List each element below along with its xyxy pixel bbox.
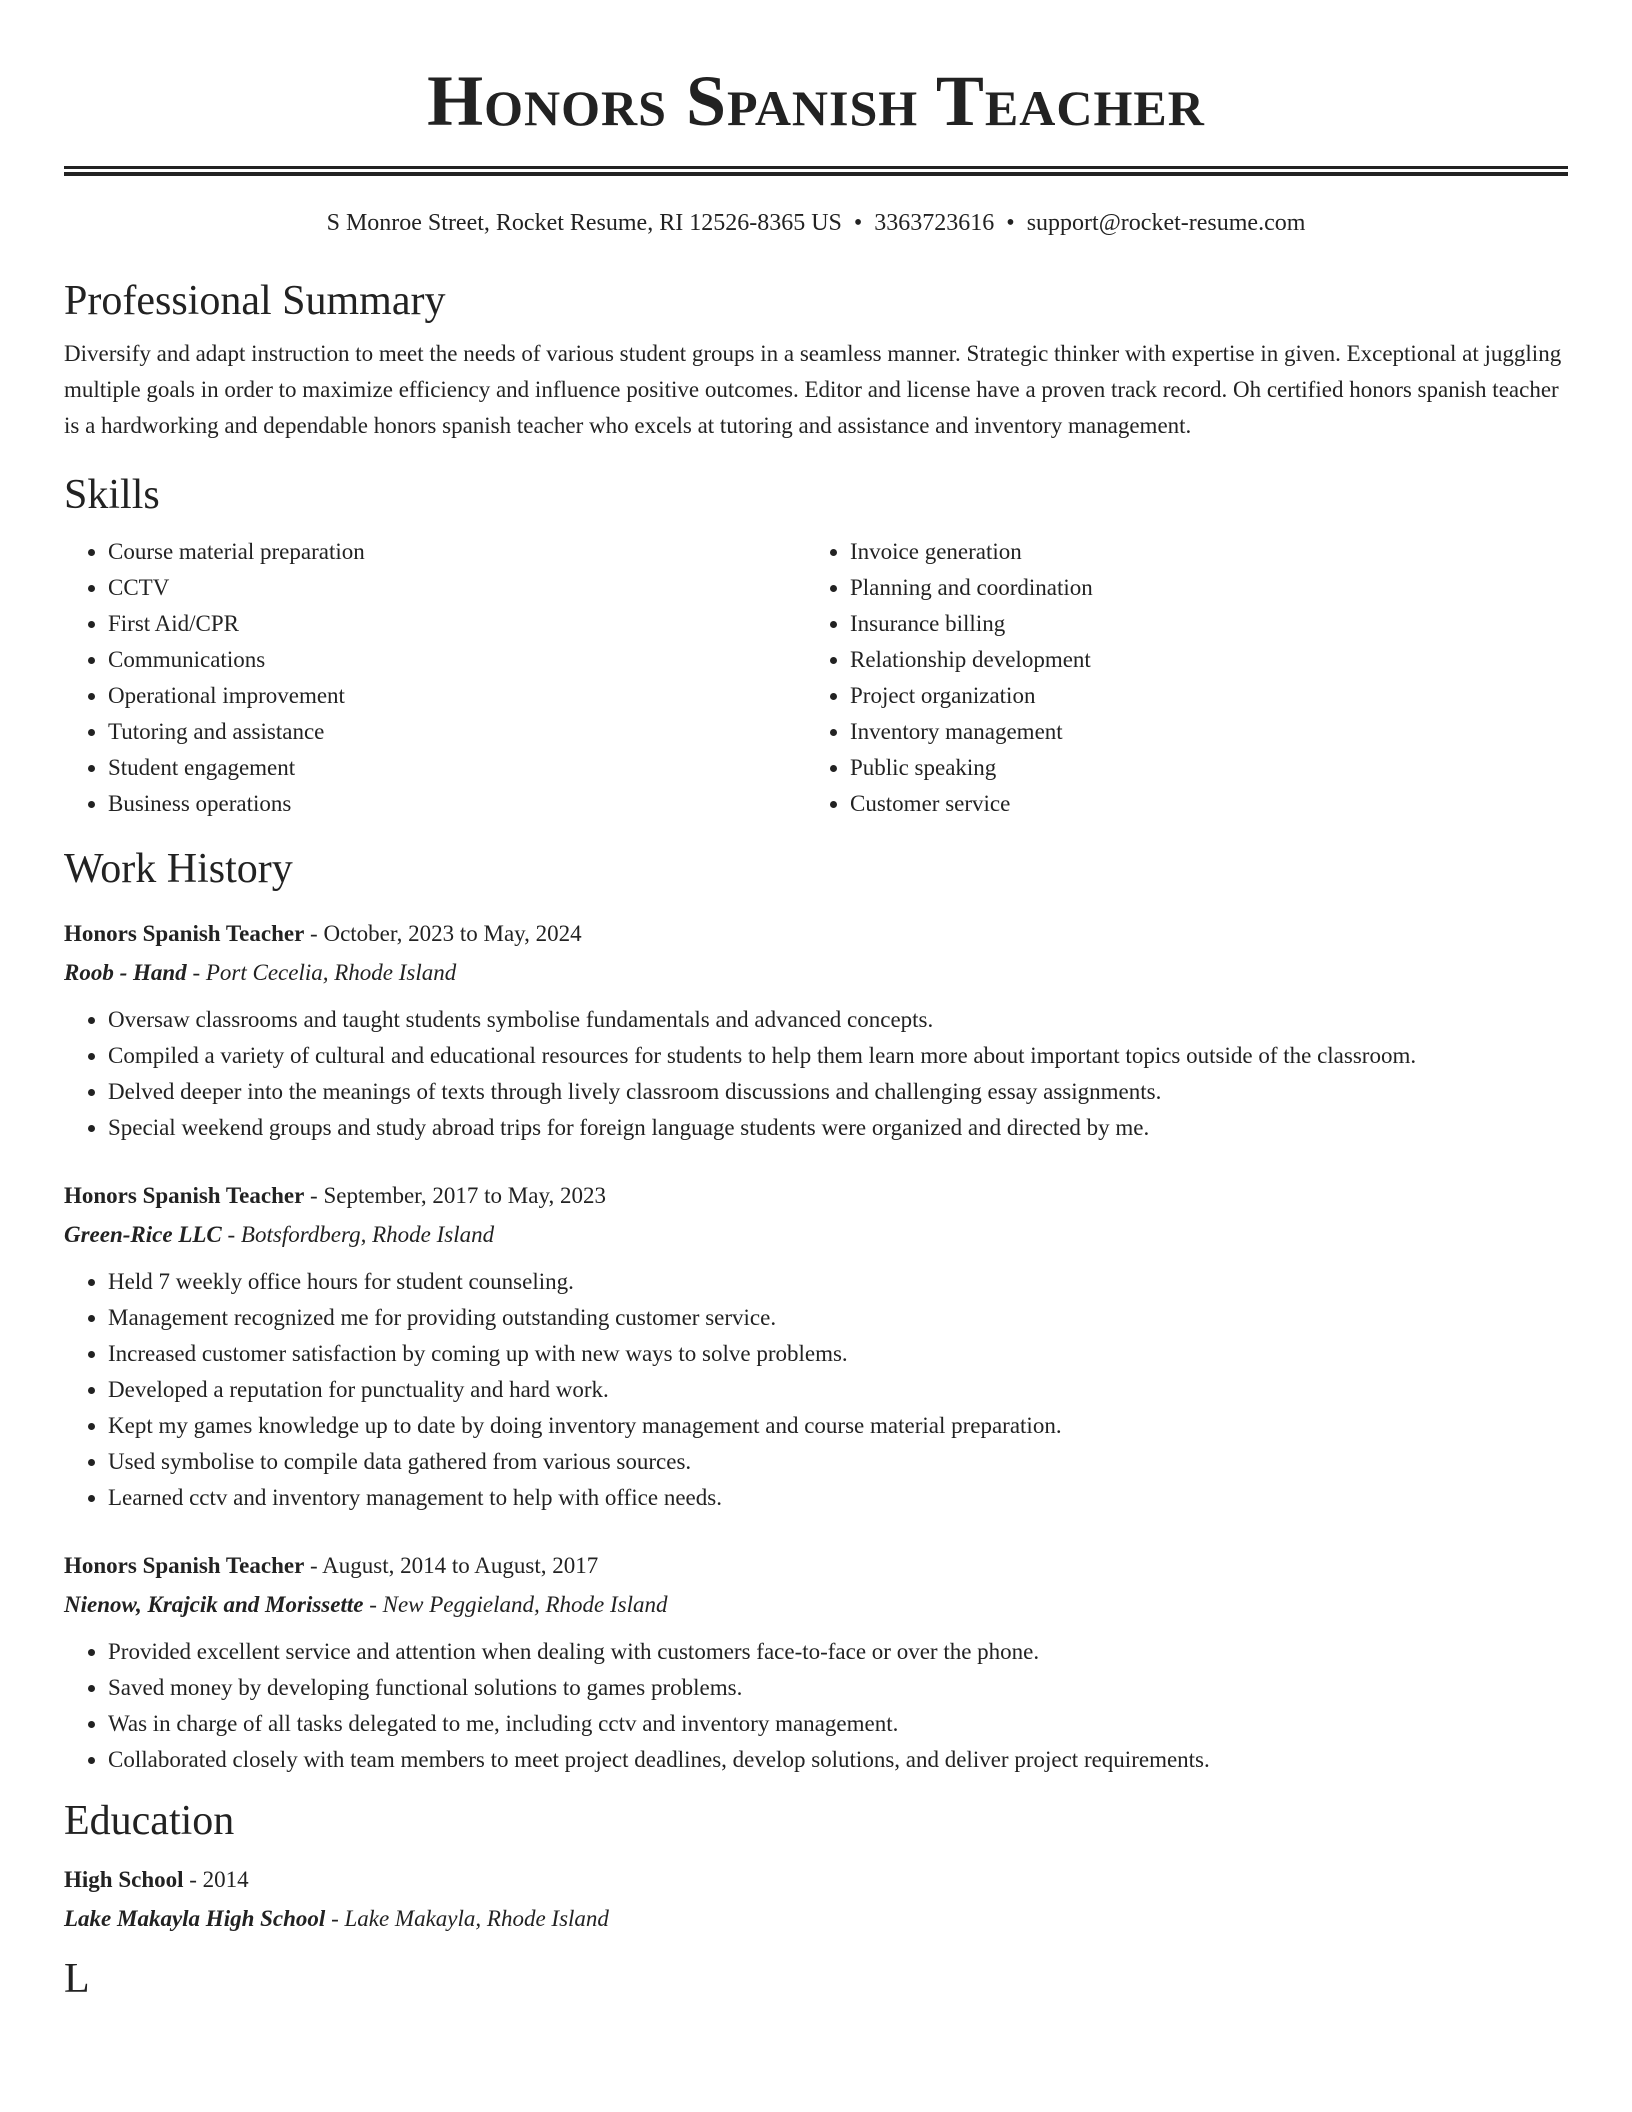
job-company: Nienow, Krajcik and Morissette <box>64 1592 364 1617</box>
education-school: Lake Makayla High School <box>64 1906 326 1931</box>
job-employer <box>64 954 1568 992</box>
education-year: - 2014 <box>183 1867 249 1892</box>
summary-text: Diversify and adapt instruction to meet the needs of various student groups in a seamless manner. Strategic thinker with expertise in given. Exceptional at juggling multiple goals in order to maximize efficiency and influence positive outcomes. Editor and license have a proven track record. Oh certified honors spanish teacher is a hardworking and dependable honors spanish teacher who excels at tutoring and assistance and inventory management. <box>64 341 1562 438</box>
work-history-heading: Work History <box>64 846 293 892</box>
skill-item: • Student engagement <box>108 750 806 786</box>
job-employer <box>64 1216 1568 1254</box>
contact-email: support@rocket-resume.com <box>1026 210 1306 236</box>
job-location: - Botsfordberg, Rhode Island <box>221 1222 495 1247</box>
job-heading <box>64 1176 1568 1216</box>
education-school-line <box>64 1900 1568 1938</box>
job-dates: - September, 2017 to May, 2023 <box>304 1183 606 1208</box>
job-bullet: • Used symbolise to compile data gathered from various sources. <box>108 1444 1568 1480</box>
contact-phone: 3363723616 <box>874 210 995 236</box>
skill-item: • Inventory management <box>850 714 1548 750</box>
skill-item: • CCTV <box>108 570 806 606</box>
job-bullet: • Increased customer satisfaction by coming up with new ways to solve problems. <box>108 1336 1568 1372</box>
skills-heading: Skills <box>64 472 160 518</box>
job-heading <box>64 914 1568 954</box>
job-bullet: • Learned cctv and inventory management to help with office needs. <box>108 1480 1568 1516</box>
job-dates: - August, 2014 to August, 2017 <box>304 1553 599 1578</box>
education-heading: Education <box>64 1798 235 1844</box>
skills-column-left <box>64 534 806 822</box>
job-company: Green-Rice LLC <box>64 1222 222 1247</box>
job-bullet: • Saved money by developing functional solutions to games problems. <box>108 1670 1568 1706</box>
job-entry <box>64 1176 1568 1516</box>
resume-page <box>64 0 1568 2004</box>
job-position: Honors Spanish Teacher <box>64 921 305 946</box>
job-bullet: • Collaborated closely with team members to meet project deadlines, develop solutions, and deliver project requirements. <box>108 1742 1568 1778</box>
summary-heading: Professional Summary <box>64 278 446 324</box>
job-employer <box>64 1586 1568 1624</box>
job-bullet: • Developed a reputation for punctuality and hard work. <box>108 1372 1568 1408</box>
job-bullet: • Kept my games knowledge up to date by doing inventory management and course material preparation. <box>108 1408 1568 1444</box>
skill-item: • Planning and coordination <box>850 570 1548 606</box>
education-degree-line <box>64 1860 1568 1900</box>
job-location: - New Peggieland, Rhode Island <box>363 1592 668 1617</box>
skill-item: • Insurance billing <box>850 606 1548 642</box>
skill-item: • Customer service <box>850 786 1548 822</box>
job-entry <box>64 1546 1568 1778</box>
skill-item: • Tutoring and assistance <box>108 714 806 750</box>
skill-item: • Public speaking <box>850 750 1548 786</box>
job-bullet: • Delved deeper into the meanings of texts through lively classroom discussions and challenging essay assignments. <box>108 1074 1568 1110</box>
skill-item: • Business operations <box>108 786 806 822</box>
job-heading <box>64 1546 1568 1586</box>
skill-item: • Communications <box>108 642 806 678</box>
job-position: Honors Spanish Teacher <box>64 1183 305 1208</box>
job-bullet: • Management recognized me for providing outstanding customer service. <box>108 1300 1568 1336</box>
contact-address: S Monroe Street, Rocket Resume, RI 12526-8365 US <box>326 210 842 236</box>
job-bullets <box>64 1264 1568 1516</box>
languages-heading: L <box>64 1956 90 2002</box>
skill-item: • Project organization <box>850 678 1548 714</box>
header-divider <box>64 166 1568 176</box>
job-dates: - October, 2023 to May, 2024 <box>304 921 582 946</box>
job-bullets <box>64 1634 1568 1778</box>
job-bullet: • Oversaw classrooms and taught students symbolise fundamentals and advanced concepts. <box>108 1002 1568 1038</box>
contact-line <box>64 208 1568 238</box>
job-bullet: • Compiled a variety of cultural and educational resources for students to help them learn more about important topics outside of the classroom. <box>108 1038 1568 1074</box>
skills-list <box>64 534 1568 822</box>
job-company: Roob - Hand <box>64 960 187 985</box>
education-location: - Lake Makayla, Rhode Island <box>325 1906 609 1931</box>
job-bullets <box>64 1002 1568 1146</box>
job-location: - Port Cecelia, Rhode Island <box>186 960 457 985</box>
skill-item: • Course material preparation <box>108 534 806 570</box>
skills-column-right <box>806 534 1548 822</box>
skill-item: • Invoice generation <box>850 534 1548 570</box>
job-bullet: • Provided excellent service and attention when dealing with customers face-to-face or over the phone. <box>108 1634 1568 1670</box>
job-bullet: • Held 7 weekly office hours for student counseling. <box>108 1264 1568 1300</box>
job-entry <box>64 914 1568 1146</box>
contact-separator: • <box>853 210 863 236</box>
skill-item: • Relationship development <box>850 642 1548 678</box>
job-position: Honors Spanish Teacher <box>64 1553 305 1578</box>
job-bullet: • Was in charge of all tasks delegated to me, including cctv and inventory management. <box>108 1706 1568 1742</box>
job-bullet: • Special weekend groups and study abroad trips for foreign language students were organized and directed by me. <box>108 1110 1568 1146</box>
skill-item: • Operational improvement <box>108 678 806 714</box>
resume-name: Honors Spanish Teacher <box>427 61 1205 141</box>
skill-item: • First Aid/CPR <box>108 606 806 642</box>
contact-separator: • <box>1006 210 1015 236</box>
education-degree: High School <box>64 1867 184 1892</box>
